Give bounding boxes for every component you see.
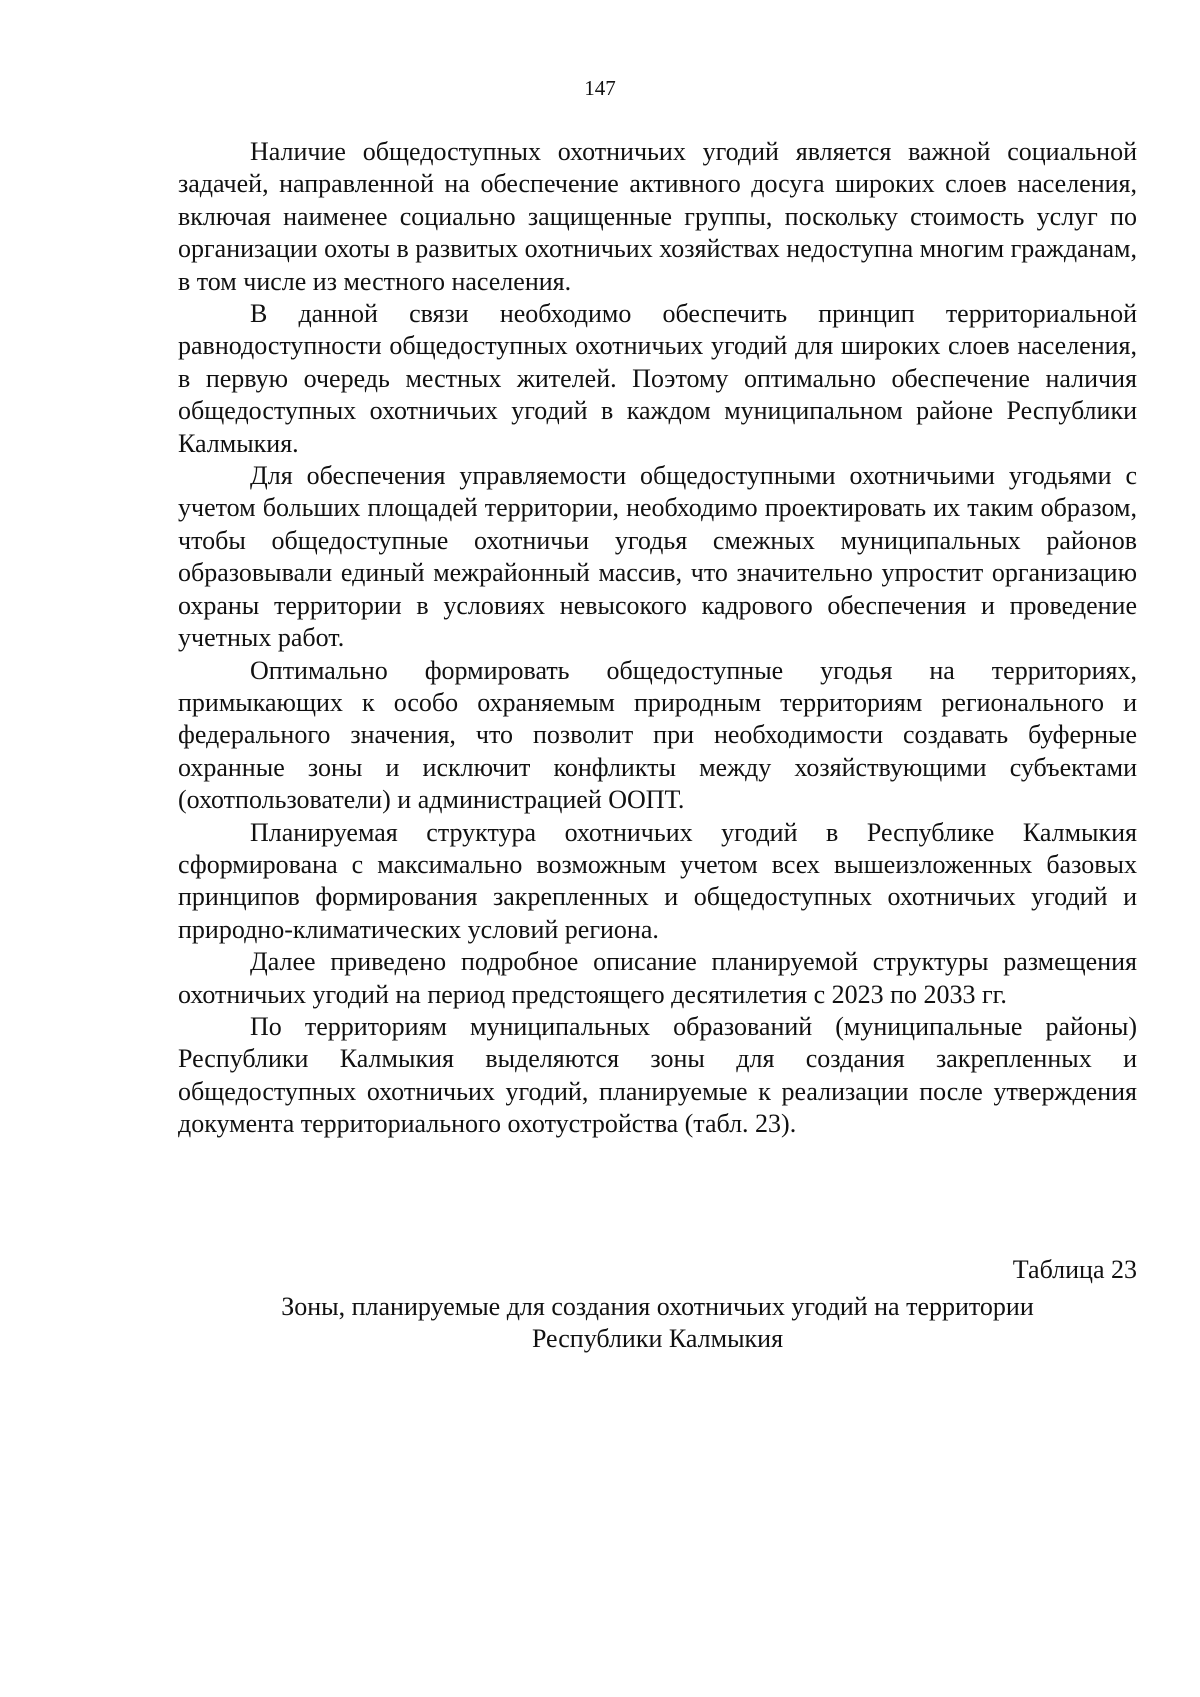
paragraph-zones: По территориям муниципальных образований (муниципальные районы) Республики Калмыкия выделяются зоны для создания закрепленных и общедоступных охотничьих угодий, планируемые к реализации после утверждения документа территориального охотустройства (табл. 23). <box>178 1011 1137 1139</box>
table-title <box>178 1291 1137 1355</box>
table-number: Таблица 23 <box>1012 1255 1137 1284</box>
body-text <box>178 136 1137 1141</box>
paragraph-planned-structure: Планируемая структура охотничьих угодий в Республике Калмыкия сформирована с максимально возможным учетом всех вышеизложенных базовых принципов формирования закрепленных и общедоступных охотничьих угодий и природно-климатических условий региона. <box>178 817 1137 944</box>
paragraph-protected-areas: Оптимально формировать общедоступные угодья на территориях, примыкающих к особо охраняемым природным территориям регионального и федерального значения, что позволит при необходимости создавать буферные охранные зоны и исключит конфликты между хозяйствующими субъектами (охотпользователи) и администрацией ООПТ. <box>178 655 1137 815</box>
paragraph-public-hunting-importance: Наличие общедоступных охотничьих угодий является важной социальной задачей, направленной на обеспечение активного досуга широких слоев населения, включая наименее социально защищенные группы, поскольку стоимость услуг по организации охоты в развитых охотничьих хозяйствах недоступна многим гражданам, в том числе из местного населения. <box>178 137 1137 296</box>
paragraph-period-description: Далее приведено подробное описание планируемой структуры размещения охотничьих угодий на период предстоящего десятилетия с 2023 по 2033 гг. <box>178 947 1137 1009</box>
paragraph-territorial-accessibility: В данной связи необходимо обеспечить принцип территориальной равнодоступности общедоступных охотничьих угодий для широких слоев населения, в первую очередь местных жителей. Поэтому оптимально обеспечение наличия общедоступных охотничьих угодий в каждом муниципальном районе Республики Калмыкия. <box>178 299 1137 458</box>
page-number: 147 <box>584 76 616 100</box>
paragraph-manageability: Для обеспечения управляемости общедоступными охотничьими угодьями с учетом больших площадей территории, необходимо проектировать их таким образом, чтобы общедоступные охотничьи угодья смежных муниципальных районов образовывали единый межрайонный массив, что значительно упростит организацию охраны территории в условиях невысокого кадрового обеспечения и проведение учетных работ. <box>178 461 1137 653</box>
table-caption <box>178 1254 1137 1355</box>
table-title-line-1: Зоны, планируемые для создания охотничьих угодий на территории <box>281 1292 1034 1321</box>
table-title-line-2: Республики Калмыкия <box>531 1324 784 1353</box>
